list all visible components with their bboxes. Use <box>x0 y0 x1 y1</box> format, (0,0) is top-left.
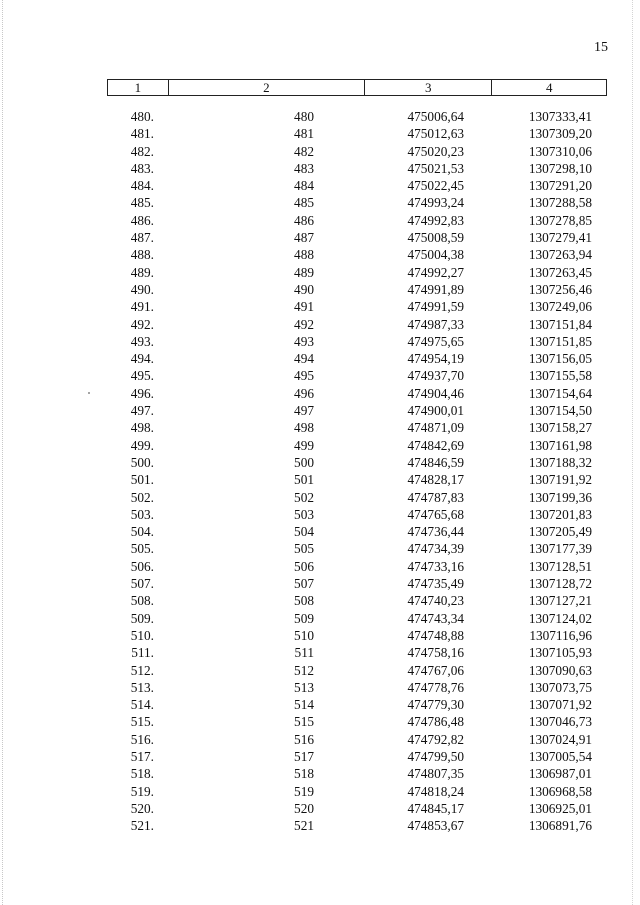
point-number-cell: 511 <box>294 645 314 661</box>
coordinate-y-cell: 1306891,76 <box>528 818 592 834</box>
coordinate-x-cell: 475008,59 <box>407 230 464 246</box>
point-index-cell: 488. <box>130 247 154 263</box>
scan-speck <box>88 392 90 394</box>
coordinate-x-cell: 474842,69 <box>407 437 464 453</box>
table-row <box>107 662 607 679</box>
page-edge-left <box>2 0 3 905</box>
coordinate-y-cell: 1307177,39 <box>528 541 592 557</box>
coordinate-x-cell: 474735,49 <box>407 576 464 592</box>
point-number-cell: 483 <box>294 160 314 176</box>
point-number-cell: 491 <box>294 299 314 315</box>
page-edge-right <box>632 0 633 905</box>
table-row <box>107 644 607 661</box>
coordinate-y-cell: 1307116,96 <box>529 627 592 643</box>
coordinate-y-cell: 1307249,06 <box>528 299 592 315</box>
point-number-cell: 502 <box>294 489 314 505</box>
point-index-cell: 516. <box>130 731 154 747</box>
table-row <box>107 817 607 834</box>
point-number-cell: 497 <box>294 403 314 419</box>
coordinate-x-cell: 474987,33 <box>407 316 464 332</box>
point-index-cell: 519. <box>130 783 154 799</box>
coordinate-y-cell: 1307279,41 <box>528 230 592 246</box>
table-row <box>107 575 607 592</box>
point-number-cell: 519 <box>294 783 314 799</box>
coordinate-x-cell: 474767,06 <box>407 662 464 678</box>
coordinate-x-cell: 474748,88 <box>407 627 464 643</box>
point-index-cell: 487. <box>130 230 154 246</box>
coordinate-x-cell: 474736,44 <box>407 524 464 540</box>
point-index-cell: 515. <box>130 714 154 730</box>
coordinate-x-cell: 474733,16 <box>407 558 464 574</box>
point-number-cell: 513 <box>294 679 314 695</box>
point-number-cell: 498 <box>294 420 314 436</box>
point-number-cell: 512 <box>294 662 314 678</box>
point-index-cell: 499. <box>130 437 154 453</box>
table-row <box>107 800 607 817</box>
table-row <box>107 212 607 229</box>
table-row <box>107 713 607 730</box>
point-index-cell: 513. <box>130 679 154 695</box>
point-number-cell: 510 <box>294 627 314 643</box>
table-row <box>107 610 607 627</box>
coordinate-y-cell: 1307333,41 <box>528 109 592 124</box>
table-row <box>107 731 607 748</box>
table-row <box>107 367 607 384</box>
coordinate-y-cell: 1307310,06 <box>528 143 592 159</box>
coordinate-x-cell: 474758,16 <box>407 645 464 661</box>
point-index-cell: 490. <box>130 281 154 297</box>
point-index-cell: 485. <box>130 195 154 211</box>
point-number-cell: 514 <box>294 697 314 713</box>
table-row <box>107 471 607 488</box>
coordinate-y-cell: 1307105,93 <box>528 645 592 661</box>
table-row <box>107 437 607 454</box>
table-row <box>107 783 607 800</box>
point-index-cell: 510. <box>130 627 154 643</box>
coordinate-y-cell: 1307288,58 <box>528 195 592 211</box>
coordinate-x-cell: 474786,48 <box>407 714 464 730</box>
point-index-cell: 500. <box>130 454 154 470</box>
coordinate-y-cell: 1307291,20 <box>528 178 592 194</box>
coordinate-y-cell: 1307278,85 <box>528 212 592 228</box>
table-row <box>107 402 607 419</box>
point-index-cell: 506. <box>130 558 154 574</box>
coordinate-y-cell: 1307128,72 <box>528 576 592 592</box>
coordinate-y-cell: 1307263,94 <box>528 247 592 263</box>
point-number-cell: 492 <box>294 316 314 332</box>
table-header <box>107 79 607 96</box>
point-number-cell: 505 <box>294 541 314 557</box>
coordinate-x-cell: 475021,53 <box>407 160 464 176</box>
table-row <box>107 506 607 523</box>
point-index-cell: 504. <box>130 524 154 540</box>
coordinate-y-cell: 1307205,49 <box>528 524 592 540</box>
point-number-cell: 500 <box>294 454 314 470</box>
coordinate-y-cell: 1307201,83 <box>528 506 592 522</box>
table-row <box>107 177 607 194</box>
table-row <box>107 540 607 557</box>
point-index-cell: 481. <box>130 126 154 142</box>
point-index-cell: 517. <box>130 748 154 764</box>
table-row <box>107 385 607 402</box>
coordinate-y-cell: 1307128,51 <box>528 558 592 574</box>
point-number-cell: 488 <box>294 247 314 263</box>
coordinate-x-cell: 474993,24 <box>407 195 464 211</box>
point-number-cell: 518 <box>294 766 314 782</box>
coordinate-y-cell: 1307191,92 <box>528 472 592 488</box>
point-index-cell: 501. <box>130 472 154 488</box>
point-index-cell: 484. <box>130 178 154 194</box>
point-index-cell: 518. <box>130 766 154 782</box>
point-index-cell: 483. <box>130 160 154 176</box>
table-row <box>107 194 607 211</box>
coordinate-x-cell: 475020,23 <box>407 143 464 159</box>
coordinate-y-cell: 1306925,01 <box>528 800 592 816</box>
coordinate-x-cell: 474991,89 <box>407 281 464 297</box>
point-index-cell: 503. <box>130 506 154 522</box>
table-row <box>107 489 607 506</box>
coordinate-x-cell: 474807,35 <box>407 766 464 782</box>
point-index-cell: 521. <box>130 818 154 834</box>
coordinate-y-cell: 1307073,75 <box>528 679 592 695</box>
point-index-cell: 512. <box>130 662 154 678</box>
coordinate-y-cell: 1307151,85 <box>528 333 592 349</box>
page-number: 15 <box>594 40 608 55</box>
table-row <box>107 160 607 177</box>
coordinate-x-cell: 474954,19 <box>407 351 464 367</box>
coordinate-x-cell: 474871,09 <box>407 420 464 436</box>
coordinate-x-cell: 474818,24 <box>407 783 464 799</box>
point-index-cell: 482. <box>130 143 154 159</box>
point-number-cell: 508 <box>294 593 314 609</box>
header-cell-4: 4 <box>491 80 606 95</box>
table-row <box>107 143 607 160</box>
point-number-cell: 503 <box>294 506 314 522</box>
coordinate-x-cell: 474975,65 <box>407 333 464 349</box>
point-number-cell: 489 <box>294 264 314 280</box>
coordinate-y-cell: 1307309,20 <box>528 126 592 142</box>
coordinate-x-cell: 474900,01 <box>407 403 464 419</box>
header-cell-3: 3 <box>364 80 491 95</box>
point-number-cell: 494 <box>294 351 314 367</box>
table-row <box>107 350 607 367</box>
point-number-cell: 480 <box>294 109 314 124</box>
coordinate-x-cell: 474734,39 <box>407 541 464 557</box>
point-index-cell: 509. <box>130 610 154 626</box>
point-number-cell: 482 <box>294 143 314 159</box>
table-row <box>107 229 607 246</box>
point-index-cell: 495. <box>130 368 154 384</box>
point-index-cell: 511. <box>131 645 154 661</box>
point-index-cell: 520. <box>130 800 154 816</box>
coordinate-y-cell: 1307298,10 <box>528 160 592 176</box>
point-number-cell: 520 <box>294 800 314 816</box>
point-number-cell: 487 <box>294 230 314 246</box>
point-number-cell: 499 <box>294 437 314 453</box>
coordinate-x-cell: 474799,50 <box>407 748 464 764</box>
coordinate-y-cell: 1306987,01 <box>528 766 592 782</box>
point-number-cell: 490 <box>294 281 314 297</box>
coordinate-y-cell: 1307256,46 <box>528 281 592 297</box>
point-number-cell: 506 <box>294 558 314 574</box>
coordinate-x-cell: 474743,34 <box>407 610 464 626</box>
coordinate-y-cell: 1307154,64 <box>528 385 592 401</box>
table-row <box>107 679 607 696</box>
point-number-cell: 484 <box>294 178 314 194</box>
coordinate-x-cell: 474740,23 <box>407 593 464 609</box>
point-index-cell: 486. <box>130 212 154 228</box>
table-row <box>107 558 607 575</box>
coordinate-y-cell: 1307090,63 <box>528 662 592 678</box>
point-number-cell: 481 <box>294 126 314 142</box>
table-row <box>107 523 607 540</box>
point-number-cell: 495 <box>294 368 314 384</box>
table-row <box>107 419 607 436</box>
table-row <box>107 125 607 142</box>
point-number-cell: 496 <box>294 385 314 401</box>
coordinate-x-cell: 474845,17 <box>407 800 464 816</box>
table-row <box>107 298 607 315</box>
coordinate-y-cell: 1307263,45 <box>528 264 592 280</box>
coordinate-x-cell: 474853,67 <box>407 818 464 834</box>
point-index-cell: 489. <box>130 264 154 280</box>
header-cell-2: 2 <box>168 80 364 95</box>
point-number-cell: 507 <box>294 576 314 592</box>
coordinate-x-cell: 474992,83 <box>407 212 464 228</box>
coordinate-y-cell: 1307158,27 <box>528 420 592 436</box>
table-row <box>107 246 607 263</box>
coordinate-x-cell: 475004,38 <box>407 247 464 263</box>
table-row <box>107 454 607 471</box>
coordinate-x-cell: 474991,59 <box>407 299 464 315</box>
table-body <box>107 108 607 834</box>
point-number-cell: 515 <box>294 714 314 730</box>
point-number-cell: 509 <box>294 610 314 626</box>
table-row <box>107 264 607 281</box>
table-row <box>107 592 607 609</box>
coordinate-y-cell: 1307155,58 <box>528 368 592 384</box>
coordinate-x-cell: 474828,17 <box>407 472 464 488</box>
coordinate-x-cell: 474904,46 <box>407 385 464 401</box>
table-row <box>107 627 607 644</box>
header-cell-1: 1 <box>134 80 142 95</box>
point-number-cell: 517 <box>294 748 314 764</box>
point-number-cell: 485 <box>294 195 314 211</box>
point-index-cell: 480. <box>130 109 154 124</box>
point-index-cell: 514. <box>130 697 154 713</box>
coordinate-x-cell: 474787,83 <box>407 489 464 505</box>
table-row <box>107 696 607 713</box>
coordinate-y-cell: 1307154,50 <box>528 403 592 419</box>
table-row <box>107 333 607 350</box>
coordinate-x-cell: 475012,63 <box>407 126 464 142</box>
table-row <box>107 765 607 782</box>
table-row <box>107 748 607 765</box>
point-index-cell: 498. <box>130 420 154 436</box>
coordinate-y-cell: 1307124,02 <box>528 610 592 626</box>
coordinate-x-cell: 474992,27 <box>407 264 464 280</box>
point-number-cell: 493 <box>294 333 314 349</box>
point-index-cell: 491. <box>130 299 154 315</box>
point-number-cell: 486 <box>294 212 314 228</box>
point-number-cell: 521 <box>294 818 314 834</box>
point-index-cell: 494. <box>130 351 154 367</box>
coordinate-x-cell: 474765,68 <box>407 506 464 522</box>
point-index-cell: 496. <box>130 385 154 401</box>
point-index-cell: 492. <box>130 316 154 332</box>
point-index-cell: 508. <box>130 593 154 609</box>
table-row <box>107 281 607 298</box>
table-row <box>107 108 607 125</box>
point-index-cell: 502. <box>130 489 154 505</box>
coordinate-y-cell: 1307127,21 <box>528 593 592 609</box>
point-index-cell: 507. <box>130 576 154 592</box>
table-row <box>107 316 607 333</box>
point-index-cell: 505. <box>130 541 154 557</box>
coordinate-y-cell: 1307199,36 <box>528 489 592 505</box>
coordinate-x-cell: 474778,76 <box>407 679 464 695</box>
coordinate-y-cell: 1307005,54 <box>528 748 592 764</box>
coordinate-x-cell: 474779,30 <box>407 697 464 713</box>
point-number-cell: 501 <box>294 472 314 488</box>
coordinate-x-cell: 475006,64 <box>407 109 464 124</box>
point-number-cell: 516 <box>294 731 314 747</box>
coordinate-y-cell: 1307071,92 <box>528 697 592 713</box>
coordinate-x-cell: 475022,45 <box>407 178 464 194</box>
coordinate-y-cell: 1307024,91 <box>528 731 592 747</box>
coordinate-x-cell: 474792,82 <box>407 731 464 747</box>
coordinate-y-cell: 1307161,98 <box>528 437 592 453</box>
point-index-cell: 493. <box>130 333 154 349</box>
coordinate-x-cell: 474846,59 <box>407 454 464 470</box>
point-number-cell: 504 <box>294 524 314 540</box>
point-index-cell: 497. <box>130 403 154 419</box>
coordinate-x-cell: 474937,70 <box>407 368 464 384</box>
coordinate-y-cell: 1307156,05 <box>528 351 592 367</box>
coordinate-y-cell: 1307046,73 <box>528 714 592 730</box>
coordinate-y-cell: 1307151,84 <box>528 316 592 332</box>
coordinate-y-cell: 1306968,58 <box>528 783 592 799</box>
coordinate-y-cell: 1307188,32 <box>528 454 592 470</box>
